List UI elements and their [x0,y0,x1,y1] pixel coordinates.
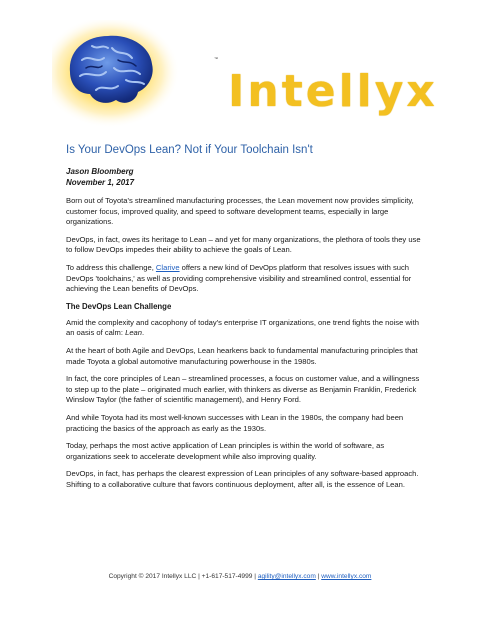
article-title: Is Your DevOps Lean? Not if Your Toolchain Isn't [66,144,313,156]
paragraph-5: At the heart of both Agile and DevOps, Lean hearkens back to fundamental manufacturing principles that made Toyota a global automotive manufacturing powerhouse in the 1980s. [66,345,418,366]
article-body [66,144,426,497]
paragraph-4-text-b: . [142,328,145,338]
paragraph-3-text-b: offers a new kind of DevOps platform that resolves issues with such DevOps 'toolchains,' as well as providing comprehensive visibility and streamlined control, essential for achieving the Lean benefits of DevOps. [66,262,412,294]
footer-separator: | [315,573,322,580]
footer-email-link[interactable]: agility@intellyx.com [257,573,316,580]
paragraph-8: Today, perhaps the most active application of Lean principles is within the world of software, as organizations seek to accelerate development while also improving quality. [66,441,385,461]
page-footer [0,573,480,580]
paragraph-3-text-a: To address this challenge, [66,262,156,272]
section-heading: The DevOps Lean Challenge [66,301,172,311]
intellyx-wordmark: Intellyx [228,66,438,117]
intellyx-logo [52,20,438,130]
paragraph-9: DevOps, in fact, has perhaps the clearest expression of Lean principles of any software-based approach. Shifting to a collaborative culture that favors continuous deployment, after all, is the essence of Lean. [66,469,419,489]
paragraph-4 [66,318,426,339]
article-author: Jason Bloomberg [66,167,134,176]
footer-copyright: Copyright © 2017 Intellyx LLC | +1-617-517-4999 | [108,573,258,580]
paragraph-7: And while Toyota had its most well-known successes with Lean in the 1980s, the company had been practicing the basics of the approach as early as the 1930s. [66,412,404,433]
paragraph-6: In fact, the core principles of Lean – streamlined processes, a focus on customer value, and a willingness to step up to the plate – originated much earlier, with thinkers as diverse as Benjamin Franklin, Frederick Winslow Taylor (the father of scientific management), and Henry Ford. [66,374,420,405]
paragraph-1: Born out of Toyota's streamlined manufacturing processes, the Lean movement now provides simplicity, customer focus, improved quality, and speed to software development teams, especially in large organizations. [66,196,414,227]
trademark-mark: ™ [214,56,218,61]
paragraph-3 [66,263,426,295]
paragraph-4-text-a: Amid the complexity and cacophony of today's enterprise IT organizations, one trend fights the noise with an oasis of calm: [66,317,419,338]
clarive-link[interactable]: Clarive [155,262,180,272]
article-date: November 1, 2017 [66,178,135,187]
lean-emphasis: Lean [125,328,142,338]
footer-website-link[interactable]: www.intellyx.com [321,573,372,580]
paragraph-2: DevOps, in fact, owes its heritage to Lean – and yet for many organizations, the plethora of tools they use to follow DevOps impedes their ability to achieve the goals of Lean. [66,234,421,255]
